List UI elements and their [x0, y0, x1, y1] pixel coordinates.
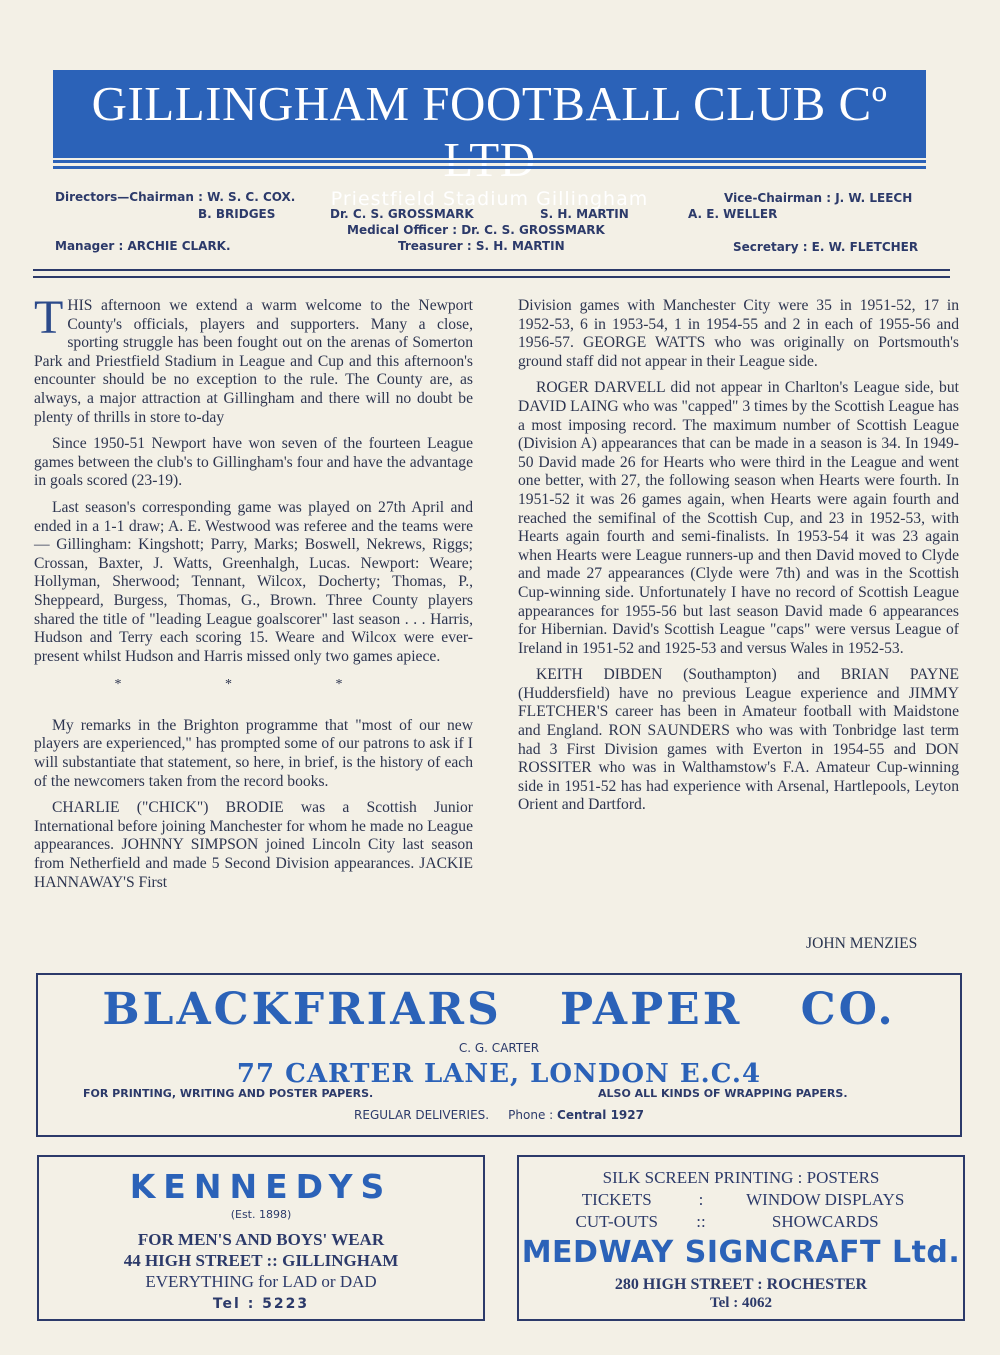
paragraph-remarks: My remarks in the Brighton programme that "most of our new players are experienced," has prompted some of our patrons to ask if I will substantiate that statement, so here, in brief, is the history of each of the newcomers taken from the record books. [34, 716, 473, 790]
kennedys-ad [37, 1155, 485, 1321]
article-left-column [34, 291, 473, 900]
stadium-name: Priestfield Stadium Gillingham [330, 188, 649, 210]
medway-address: 280 HIGH STREET : ROCHESTER [614, 1276, 868, 1293]
paragraph-newcomers: KEITH DIBDEN (Southampton) and BRIAN PAYNE (Huddersfield) have no previous League experience and JIMMY FLETCHER'S career has been in Amateur football with Maidstone and England. RON SAUNDERS who was with Tonbridge last term had 3 First Division games with Everton in 1954-55 and DON ROSSITER who was in Walthamstow's F.A. Amateur Cup-winning side in 1951-52 has had experience with Arsenal, Hartlepools, Leyton Orient and Dartford. [518, 666, 959, 814]
medway-line-2: TICKETS : WINDOW DISPLAYS [581, 1190, 905, 1209]
article-right-column [518, 297, 959, 823]
officials-rule-2 [33, 276, 950, 278]
director-grossmark: Dr. C. S. GROSSMARK [330, 207, 474, 221]
blackfriars-ad [36, 973, 962, 1137]
manager: Manager : ARCHIE CLARK. [55, 239, 231, 253]
blackfriars-address: 77 CARTER LANE, LONDON E.C.4 [236, 1059, 762, 1089]
club-name: GILLINGHAM FOOTBALL CLUB Cº [91, 76, 888, 131]
kennedys-line-2: 44 HIGH STREET :: GILLINGHAM [123, 1251, 399, 1270]
blackfriars-left-tag: FOR PRINTING, WRITING AND POSTER PAPERS. [83, 1087, 374, 1100]
director-weller: A. E. WELLER [688, 207, 778, 221]
paragraph-intro: THIS afternoon we extend a warm welcome to the Newport County's officials, players and supporters. Many a close, sporting struggle has been fought out on the arenas of Somerton Park and Priestfield Stadium in League and Cup and this afternoon's encounter should be no exception to the rule. The County are, as always, a major attraction at Gillingham and there will no doubt be plenty of thrills in store to-day [34, 291, 473, 426]
paragraph-last-season: Last season's corresponding game was played on 27th April and ended in a 1-1 draw; A. E. Westwood was referee and the teams were — Gillingham: Kingshott; Parry, Marks; Boswell, Nekrews, Riggs; Crossan, Baxter, J. Watts, Greenhalgh, Lucas. Newport: Weare; Hollyman, Sherwood; Tennant, Wilcox, Docherty; Thomas, P., Sheppeard, Burgess, Thomas, G., Brown. Three County players shared the title of "leading League goalscorer" last season . . . Harris, Hudson and Terry each scoring 15. Weare and Wilcox were ever-present whilst Hudson and Harris missed only two games apiece. [34, 498, 473, 665]
director-bridges: B. BRIDGES [198, 207, 276, 221]
section-break-stars: * * * [114, 677, 393, 693]
kennedys-tel: Tel : 5223 [212, 1296, 310, 1312]
blackfriars-right-tag: ALSO ALL KINDS OF WRAPPING PAPERS. [598, 1087, 848, 1100]
medical-officer: Medical Officer : Dr. C. S. GROSSMARK [347, 223, 605, 237]
kennedys-established: (Est. 1898) [230, 1208, 292, 1221]
paragraph-hannaway: Division games with Manchester City were 35 in 1951-52, 17 in 1952-53, 6 in 1953-54, 1 in 1954-55 and 2 in each of 1955-56 and 1956-57. GEORGE WATTS who was originally on Portsmouth's ground staff did not appear in their League side. [518, 297, 959, 370]
medway-line-1: SILK SCREEN PRINTING : POSTERS [602, 1168, 880, 1187]
medway-tel: Tel : 4062 [710, 1295, 772, 1311]
banner-rule-1 [53, 160, 926, 163]
blackfriars-phone: Central 1927 [557, 1108, 644, 1122]
kennedys-name: KENNEDYS [129, 1167, 393, 1206]
blackfriars-name: BLACKFRIARS PAPER CO. [102, 984, 896, 1035]
medway-ad [517, 1155, 965, 1321]
drop-cap: T [34, 291, 64, 344]
paragraph-brodie: CHARLIE ("CHICK") BRODIE was a Scottish Junior International before joining Manchester for whom he made no League appearances. JOHNNY SIMPSON joined Lincoln City last season from Netherfield and made 5 Second Division appearances. JACKIE HANNAWAY'S First [34, 799, 473, 891]
author-signature: JOHN MENZIES [806, 935, 918, 952]
treasurer: Treasurer : S. H. MARTIN [398, 239, 565, 253]
blackfriars-deliveries: REGULAR DELIVERIES. Phone : Central 1927 [354, 1108, 644, 1122]
blackfriars-owner: C. G. CARTER [458, 1041, 540, 1055]
banner-rule-2 [53, 166, 926, 169]
officials-rule-1 [33, 269, 950, 271]
medway-line-3: CUT-OUTS :: SHOWCARDS [575, 1212, 879, 1231]
paragraph-record: Since 1950-51 Newport have won seven of the fourteen League games between the club's to Gillingham's four and have the advantage in goals scored (23-19). [34, 435, 473, 490]
chairman: Directors—Chairman : W. S. C. COX. [55, 190, 296, 204]
kennedys-line-3: EVERYTHING for LAD or DAD [145, 1272, 377, 1291]
medway-name: MEDWAY SIGNCRAFT Ltd. [521, 1235, 961, 1270]
vice-chairman: Vice-Chairman : J. W. LEECH [724, 191, 913, 205]
secretary: Secretary : E. W. FLETCHER [733, 240, 919, 254]
director-martin: S. H. MARTIN [540, 207, 629, 221]
kennedys-line-1: FOR MEN'S AND BOYS' WEAR [137, 1230, 385, 1249]
paragraph-laing: ROGER DARVELL did not appear in Charlton's League side, but DAVID LAING who was "capped" 3 times by the Scottish League has a most imposing record. The maximum number of Scottish League (Division A) appearances that can be made in a season is 34. In 1949-50 David made 26 for Hearts who were third in the League and went one better, with 27, the following season when Hearts were fourth. In 1951-52 it was 26 games again, when Hearts were again fourth and reached the semifinal of the Scottish Cup, and 23 in 1952-53, with Hearts again fourth and semi-finalists. In 1953-54 it was 23 again when Hearts were League runners-up and then David moved to Clyde and made 27 appearances (Clyde were 7th) and was in the Scottish Cup-winning side. Unfortunately I have no record of Scottish League appearances for 1955-56 but last season David made 6 appearances for Hibernian. David's Scottish League "caps" were versus League of Ireland in 1951-52 and 1925-53 and versus Wales in 1952-53. [518, 379, 959, 657]
